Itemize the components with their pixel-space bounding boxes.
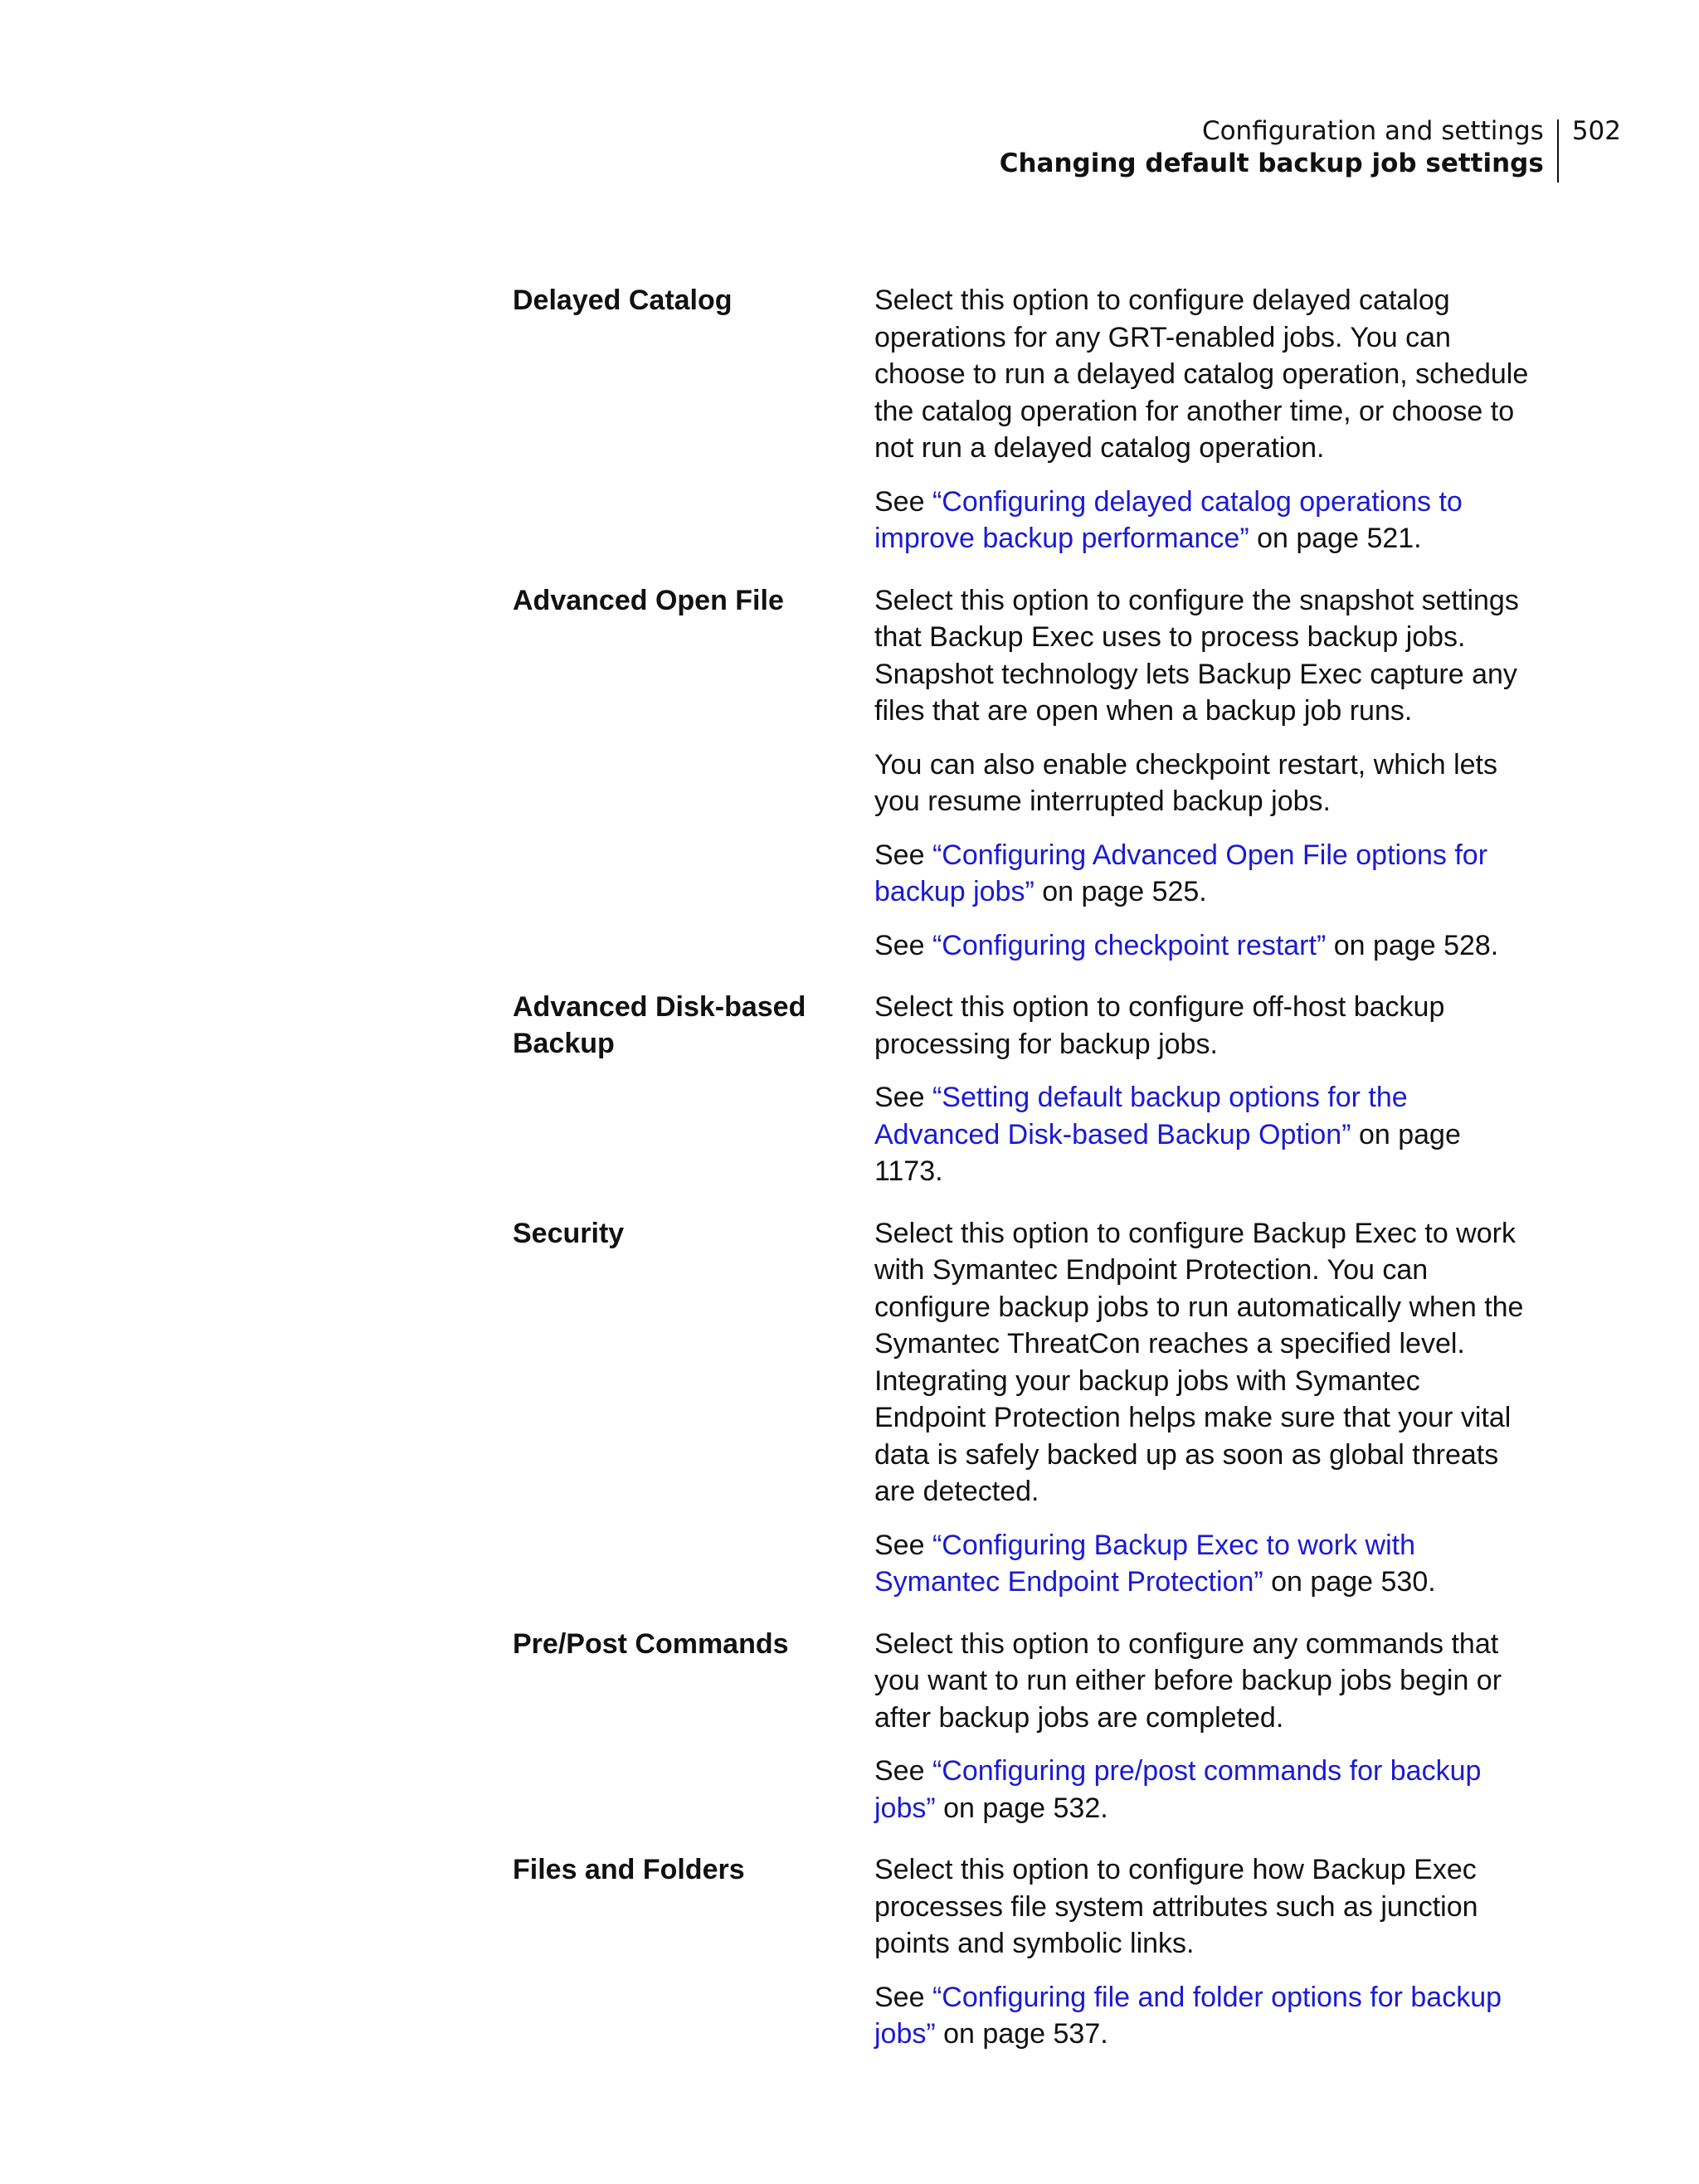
cross-reference <box>874 1979 1535 2053</box>
xref-prefix: See <box>874 839 932 871</box>
definition-row <box>513 1851 1535 2053</box>
option-description <box>874 1215 1535 1601</box>
section-title: Configuration and settings <box>1201 116 1544 146</box>
xref-prefix: See <box>874 485 932 518</box>
description-paragraph: Select this option to configure any commands that you want to run either before backup jobs begin or after backup jobs are completed. <box>874 1627 1502 1734</box>
page-number: 502 <box>1571 116 1621 146</box>
topic-title: Changing default backup job settings <box>999 148 1544 178</box>
cross-reference <box>874 1527 1535 1601</box>
option-description <box>874 1626 1535 1827</box>
xref-suffix: on page 530. <box>1263 1566 1436 1598</box>
xref-link[interactable]: “Configuring pre/post commands for backup jobs” <box>874 1755 1482 1824</box>
description-paragraph: Select this option to configure off-host backup processing for backup jobs. <box>874 991 1445 1060</box>
xref-link[interactable]: “Configuring file and folder options for backup jobs” <box>874 1981 1502 2050</box>
definition-row <box>513 1626 1535 1827</box>
option-description <box>874 1851 1535 2053</box>
xref-prefix: See <box>874 1529 932 1561</box>
option-term: Files and Folders <box>513 1854 745 1885</box>
definition-row <box>513 989 1535 1190</box>
option-term: Pre/Post Commands <box>513 1627 789 1660</box>
xref-link[interactable]: “Configuring delayed catalog operations to improve backup performance” <box>874 485 1463 554</box>
description-paragraph: Select this option to configure delayed catalog operations for any GRT-enabled jobs. You can choose to run a delayed catalog operation, schedule the catalog operation for another time, or choose to not run a delayed catalog operation. <box>874 285 1529 464</box>
xref-link[interactable]: “Setting default backup options for the Advanced Disk-based Backup Option” <box>874 1082 1408 1150</box>
cross-reference <box>874 1079 1535 1190</box>
xref-suffix: on page 1173. <box>874 1118 1461 1187</box>
option-term: Advanced Disk-based Backup <box>513 991 806 1059</box>
running-header <box>1000 114 1621 182</box>
xref-suffix: on page 525. <box>1034 876 1207 907</box>
option-description <box>874 582 1535 965</box>
xref-prefix: See <box>874 1755 932 1787</box>
header-titles <box>1000 114 1557 182</box>
xref-link[interactable]: “Configuring Backup Exec to work with Symantec Endpoint Protection” <box>874 1529 1415 1598</box>
xref-suffix: on page 528. <box>1326 929 1499 961</box>
option-description <box>874 989 1535 1190</box>
xref-prefix: See <box>874 1981 932 2013</box>
option-term: Advanced Open File <box>513 584 784 616</box>
xref-suffix: on page 521. <box>1249 523 1422 554</box>
definition-row <box>513 1215 1535 1601</box>
xref-suffix: on page 532. <box>935 1792 1108 1824</box>
definition-row <box>513 282 1535 557</box>
xref-prefix: See <box>874 929 932 961</box>
description-paragraph: Select this option to configure Backup Exec to work with Symantec Endpoint Protection. You can configure backup jobs to run automatically when the Symantec ThreatCon reaches a specified level. Integrating your backup jobs with Symantec Endpoint Protection helps make sure that your vital data is safely backed up as soon as global threats are detected. <box>874 1217 1524 1507</box>
cross-reference <box>874 927 1535 965</box>
xref-link[interactable]: “Configuring Advanced Open File options for backup jobs” <box>874 839 1488 907</box>
cross-reference <box>874 484 1535 557</box>
xref-suffix: on page 537. <box>935 2018 1108 2050</box>
cross-reference <box>874 837 1535 911</box>
definition-row <box>513 582 1535 965</box>
cross-reference <box>874 1753 1535 1826</box>
description-paragraph: You can also enable checkpoint restart, which lets you resume interrupted backup jobs. <box>874 748 1497 817</box>
option-description <box>874 282 1535 557</box>
option-term: Security <box>513 1217 625 1249</box>
description-paragraph: Select this option to configure the snapshot settings that Backup Exec uses to process backup jobs. Snapshot technology lets Backup Exec capture any files that are open when a backup job runs. <box>874 584 1519 727</box>
option-term: Delayed Catalog <box>513 285 733 316</box>
definition-table <box>513 282 1535 2078</box>
xref-link[interactable]: “Configuring checkpoint restart” <box>932 929 1327 961</box>
description-paragraph: Select this option to configure how Backup Exec processes file system attributes such as junction points and symbolic links. <box>874 1854 1478 1959</box>
xref-prefix: See <box>874 1082 932 1113</box>
